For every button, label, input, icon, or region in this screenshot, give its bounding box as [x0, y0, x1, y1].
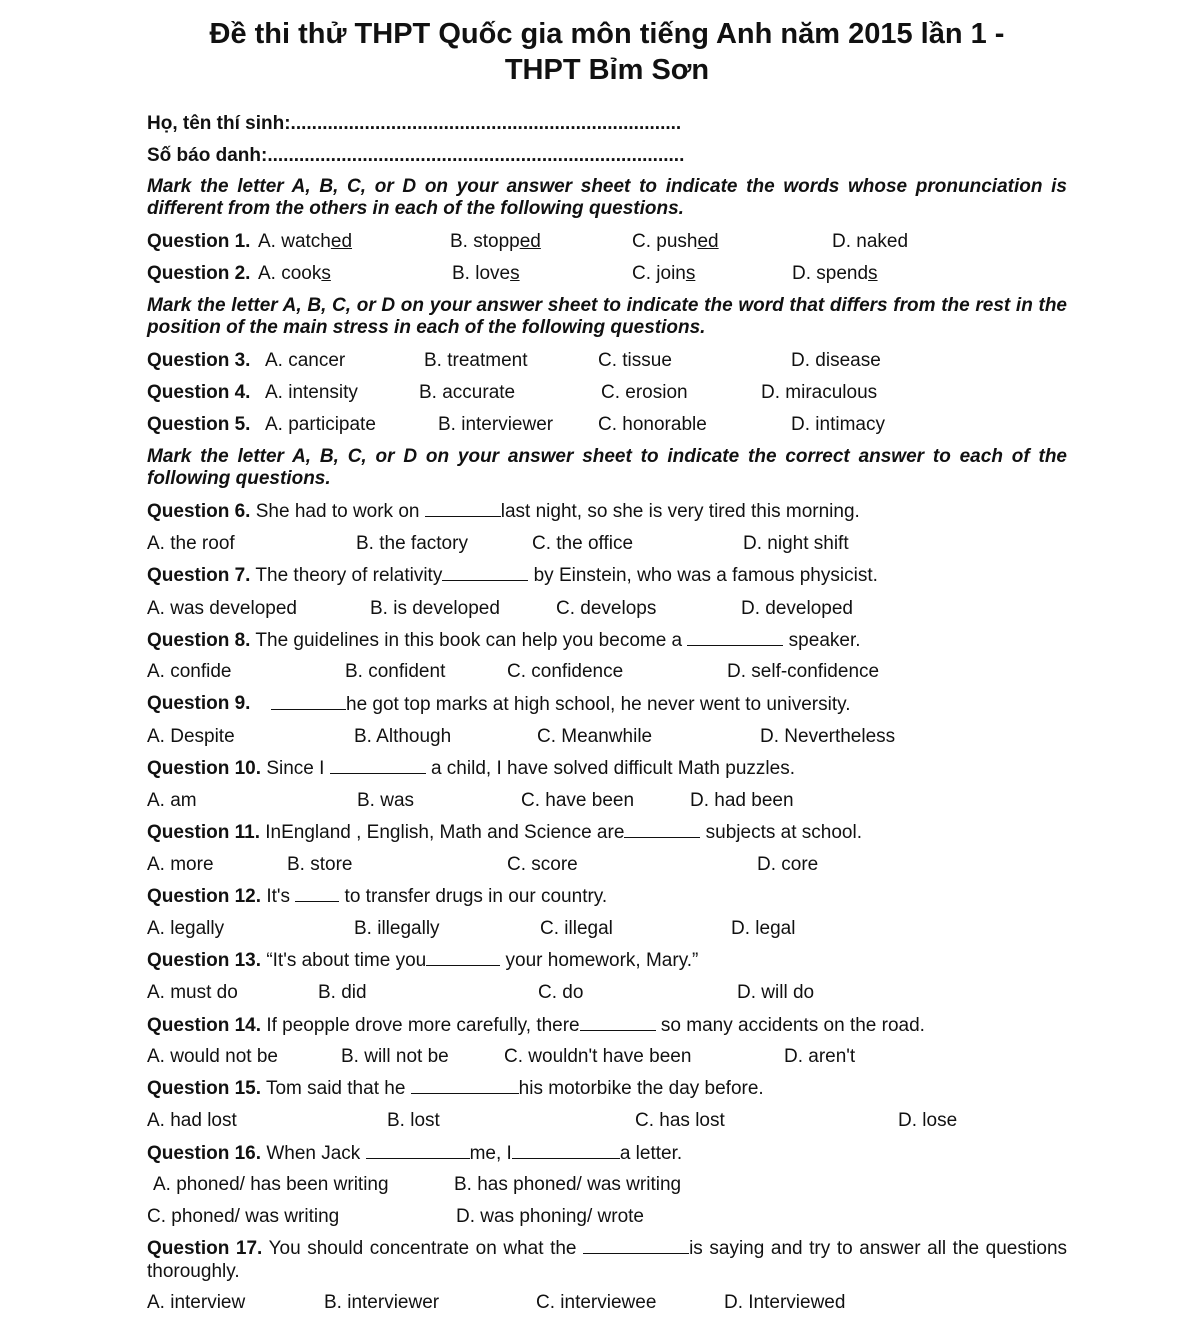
q3-option-b: B. treatment	[424, 350, 528, 371]
q16-option-d: D. was phoning/ wrote	[456, 1206, 644, 1227]
answer-blank	[425, 500, 501, 517]
q12-option-d: D. legal	[731, 918, 796, 939]
answer-blank	[426, 949, 500, 966]
q15-option-d: D. lose	[898, 1110, 958, 1131]
q8-option-d: D. self-confidence	[727, 661, 880, 682]
q13-option-c: C. do	[538, 982, 584, 1003]
candidate-id-label: Số báo danh:	[147, 145, 268, 166]
q7-option-c: C. develops	[556, 598, 657, 619]
instruction-stress: Mark the letter A, B, C, or D on your answer sheet to indicate the word that differs from the rest in the position of the main stress in each of the following questions.	[147, 295, 1067, 338]
question-11: Question 11. InEngland , English, Math and Science are subjects at school.	[147, 822, 862, 843]
q9-option-b: B. Although	[354, 726, 452, 747]
q1-option-b: B. stopped	[450, 231, 541, 252]
answer-blank	[580, 1014, 656, 1031]
q16-option-b: B. has phoned/ was writing	[454, 1174, 682, 1195]
q4-option-c: C. erosion	[601, 382, 688, 403]
question-15: Question 15. Tom said that he his motorbike the day before.	[147, 1078, 764, 1099]
candidate-name-label: Họ, tên thí sinh:	[147, 113, 291, 134]
candidate-name-row	[147, 113, 681, 135]
q12-option-c: C. illegal	[540, 918, 613, 939]
page-title	[0, 16, 1200, 88]
q6-option-a: A. the roof	[147, 533, 235, 554]
q8-option-c: C. confidence	[507, 661, 624, 682]
question-4: Question 4.	[147, 382, 251, 403]
question-10: Question 10. Since I a child, I have solved difficult Math puzzles.	[147, 758, 795, 779]
q1-option-d: D. naked	[832, 231, 909, 252]
q5-option-c: C. honorable	[598, 414, 707, 435]
question-label: Question 1.	[147, 231, 251, 252]
q17-option-a: A. interview	[147, 1292, 246, 1313]
q5-option-d: D. intimacy	[791, 414, 885, 435]
q8-option-b: B. confident	[345, 661, 446, 682]
q3-option-a: A. cancer	[265, 350, 346, 371]
question-6: Question 6. She had to work on last night, so she is very tired this morning.	[147, 501, 860, 522]
question-13: Question 13. “It's about time you your homework, Mary.”	[147, 950, 699, 971]
q7-option-a: A. was developed	[147, 598, 297, 619]
instruction-pronunciation: Mark the letter A, B, C, or D on your answer sheet to indicate the words whose pronunciation is different from the others in each of the following questions.	[147, 176, 1067, 219]
q15-option-a: A. had lost	[147, 1110, 237, 1131]
q16-option-c: C. phoned/ was writing	[147, 1206, 340, 1227]
q10-option-c: C. have been	[521, 790, 635, 811]
question-14: Question 14. If peopple drove more carefully, there so many accidents on the road.	[147, 1015, 925, 1036]
question-9: Question 9.	[147, 693, 251, 714]
q11-option-c: C. score	[507, 854, 578, 875]
q7-option-d: D. developed	[741, 598, 853, 619]
candidate-name-dots: ..........................................................................	[290, 113, 682, 134]
q5-option-b: B. interviewer	[438, 414, 554, 435]
q15-option-b: B. lost	[387, 1110, 440, 1131]
q10-option-a: A. am	[147, 790, 197, 811]
answer-blank	[442, 564, 528, 581]
question-3: Question 3.	[147, 350, 251, 371]
question-label: Question 2.	[147, 263, 251, 284]
q4-option-a: A. intensity	[265, 382, 358, 403]
q5-option-a: A. participate	[265, 414, 376, 435]
q13-option-b: B. did	[318, 982, 367, 1003]
q14-option-d: D. aren't	[784, 1046, 856, 1067]
question-16: Question 16. When Jack me, I a letter.	[147, 1143, 683, 1164]
q15-option-c: C. has lost	[635, 1110, 725, 1131]
question-17: Question 17. You should concentrate on what the is saying and try to answer all the questions thoroughly.	[147, 1238, 1068, 1282]
question-12: Question 12. It's to transfer drugs in our country.	[147, 886, 608, 907]
answer-blank	[411, 1077, 519, 1094]
candidate-id-dots: ...............................................................................	[267, 145, 685, 166]
q13-option-a: A. must do	[147, 982, 238, 1003]
q2-option-d: D. spends	[792, 263, 878, 284]
q11-option-a: A. more	[147, 854, 214, 875]
answer-blank	[330, 757, 426, 774]
q8-option-a: A. confide	[147, 661, 232, 682]
q17-option-b: B. interviewer	[324, 1292, 440, 1313]
q14-option-b: B. will not be	[341, 1046, 449, 1067]
q9-stem: he got top marks at high school, he never went to university.	[271, 693, 850, 716]
question-1	[147, 231, 250, 253]
question-7: Question 7. The theory of relativity by Einstein, who was a famous physicist.	[147, 565, 878, 586]
q10-option-d: D. had been	[690, 790, 794, 811]
q14-option-a: A. would not be	[147, 1046, 278, 1067]
q10-option-b: B. was	[357, 790, 415, 811]
answer-blank	[366, 1142, 470, 1159]
q14-option-c: C. wouldn't have been	[504, 1046, 692, 1067]
q4-option-d: D. miraculous	[761, 382, 878, 403]
q1-option-a: A. watched	[258, 231, 353, 252]
answer-blank	[624, 821, 700, 838]
q9-option-c: C. Meanwhile	[537, 726, 653, 747]
q3-option-d: D. disease	[791, 350, 881, 371]
question-8: Question 8. The guidelines in this book can help you become a speaker.	[147, 630, 861, 651]
answer-blank	[687, 629, 783, 646]
q4-option-b: B. accurate	[419, 382, 516, 403]
q2-option-c: C. joins	[632, 263, 696, 284]
q7-option-b: B. is developed	[370, 598, 500, 619]
question-5: Question 5.	[147, 414, 251, 435]
q1-option-c: C. pushed	[632, 231, 719, 252]
q3-option-c: C. tissue	[598, 350, 672, 371]
answer-blank	[583, 1237, 689, 1254]
q13-option-d: D. will do	[737, 982, 815, 1003]
answer-blank	[271, 693, 346, 710]
q2-option-b: B. loves	[452, 263, 520, 284]
q11-option-d: D. core	[757, 854, 819, 875]
q11-option-b: B. store	[287, 854, 353, 875]
q6-option-c: C. the office	[532, 533, 634, 554]
q6-option-d: D. night shift	[743, 533, 849, 554]
answer-blank	[295, 885, 339, 902]
answer-blank	[512, 1142, 620, 1159]
q9-option-a: A. Despite	[147, 726, 235, 747]
q12-option-b: B. illegally	[354, 918, 440, 939]
q16-option-a: A. phoned/ has been writing	[153, 1174, 389, 1195]
candidate-id-row	[147, 145, 684, 167]
instruction-correct-answer: Mark the letter A, B, C, or D on your answer sheet to indicate the correct answer to each of the following questions.	[147, 446, 1067, 489]
question-2	[147, 263, 250, 285]
q6-option-b: B. the factory	[356, 533, 468, 554]
q12-option-a: A. legally	[147, 918, 225, 939]
q17-option-c: C. interviewee	[536, 1292, 657, 1313]
q9-option-d: D. Nevertheless	[760, 726, 896, 747]
q17-option-d: D. Interviewed	[724, 1292, 846, 1313]
title-line-1: Đề thi thử THPT Quốc gia môn tiếng Anh năm 2015 lần 1 -	[209, 18, 1005, 50]
q2-option-a: A. cooks	[258, 263, 331, 284]
title-line-2: THPT Bỉm Sơn	[504, 54, 710, 86]
